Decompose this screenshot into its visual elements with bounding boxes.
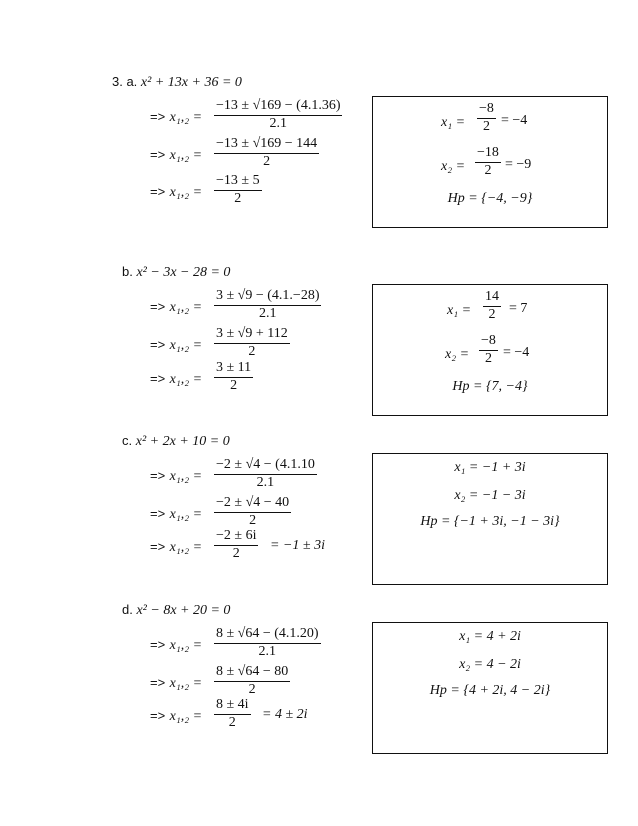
- problem-a-answer-box: [372, 96, 608, 228]
- fraction-numerator: −2 ± √4 − (4.1.10: [214, 457, 317, 475]
- step-arrow: =>: [150, 539, 166, 554]
- problem-a-step-2: [150, 146, 202, 164]
- problem-d-step-1: [150, 636, 202, 654]
- step-arrow: =>: [150, 371, 166, 386]
- fraction-denominator: 2: [230, 378, 238, 393]
- fraction-denominator: 2: [249, 513, 257, 528]
- problem-d-answer-box: [372, 622, 608, 754]
- step-lhs: x₁,₂ =: [169, 507, 203, 522]
- problem-b-step-2: [150, 336, 202, 354]
- problem-b-step-2-fraction: [214, 326, 290, 360]
- problem-c-step-2: [150, 505, 202, 523]
- fraction-denominator: 2: [248, 344, 256, 359]
- problem-c-step-2-fraction: [214, 495, 291, 529]
- step-lhs: x₁,₂ =: [169, 148, 203, 163]
- fraction-numerator: −13 ± √169 − 144: [214, 136, 319, 154]
- answer-x1-lhs: x₁ =: [447, 303, 472, 318]
- fraction-numerator: −8: [479, 333, 498, 351]
- answer-x2: [441, 157, 465, 175]
- fraction-numerator: −2 ± √4 − 40: [214, 495, 291, 513]
- fraction-numerator: −2 ± 6i: [214, 528, 258, 546]
- step-lhs: x₁,₂ =: [169, 110, 203, 125]
- step-lhs: x₁,₂ =: [169, 372, 203, 387]
- step-arrow: =>: [150, 109, 166, 124]
- problem-b-step-3: [150, 370, 202, 388]
- problem-b-answer-box: [372, 284, 608, 416]
- fraction-numerator: 8 ± √64 − 80: [214, 664, 290, 682]
- problem-c-step-3: [150, 538, 202, 556]
- step-lhs: x₁,₂ =: [169, 540, 203, 555]
- problem-a-label: 3. a.: [112, 74, 138, 89]
- fraction-numerator: 3 ± 11: [214, 360, 253, 378]
- problem-c-step-3-result: = −1 ± 3i: [270, 538, 325, 553]
- step-arrow: =>: [150, 637, 166, 652]
- answer-solution-set: Hp = {4 + 2i, 4 − 2i}: [429, 683, 551, 698]
- problem-c-step-3-fraction: [214, 528, 258, 562]
- problem-b-step-1: [150, 298, 202, 316]
- problem-c-equation: x² + 2x + 10 = 0: [135, 434, 230, 449]
- step-lhs: x₁,₂ =: [169, 638, 203, 653]
- problem-d-step-3-fraction: [214, 697, 251, 731]
- answer-x1: [447, 301, 471, 319]
- answer-x2-lhs: x₂ =: [441, 159, 466, 174]
- fraction-numerator: −13 ± √169 − (4.1.36): [214, 98, 342, 116]
- problem-b-step-3-fraction: [214, 360, 253, 394]
- problem-b-equation: x² − 3x − 28 = 0: [136, 265, 231, 280]
- answer-x2-rhs: = −9: [505, 157, 532, 172]
- problem-c-step-1-fraction: [214, 457, 317, 491]
- step-arrow: =>: [150, 708, 166, 723]
- fraction-denominator: 2: [484, 351, 492, 366]
- fraction-denominator: 2: [263, 154, 271, 169]
- fraction-denominator: 2: [228, 715, 236, 730]
- problem-d-label: d.: [122, 602, 133, 617]
- step-lhs: x₁,₂ =: [169, 185, 203, 200]
- problem-a-step-2-fraction: [214, 136, 319, 170]
- problem-a-header: [112, 74, 242, 91]
- problem-d-step-3-result: = 4 ± 2i: [262, 707, 308, 722]
- answer-solution-set: Hp = {−1 + 3i, −1 − 3i}: [420, 514, 560, 529]
- answer-solution-set: Hp = {−4, −9}: [447, 191, 533, 206]
- answer-x1-lhs: x₁ =: [441, 115, 466, 130]
- fraction-numerator: −8: [477, 101, 496, 119]
- fraction-denominator: 2: [248, 682, 256, 697]
- problem-c-answer-box: [372, 453, 608, 585]
- answer-x1-fraction: [477, 101, 496, 135]
- fraction-denominator: 2: [484, 163, 492, 178]
- step-lhs: x₁,₂ =: [169, 469, 203, 484]
- fraction-numerator: 8 ± 4i: [214, 697, 251, 715]
- answer-x2: x₂ = 4 − 2i: [459, 657, 521, 672]
- answer-x1: x₁ = −1 + 3i: [454, 460, 526, 475]
- answer-x1-rhs: = −4: [501, 113, 528, 128]
- fraction-numerator: −18: [475, 145, 501, 163]
- step-arrow: =>: [150, 337, 166, 352]
- problem-d-header: [122, 602, 230, 619]
- problem-a-step-3: [150, 183, 202, 201]
- fraction-denominator: 2: [234, 191, 242, 206]
- fraction-numerator: −13 ± 5: [214, 173, 262, 191]
- answer-x1: [441, 113, 465, 131]
- answer-x2: [445, 345, 469, 363]
- answer-x1-rhs: = 7: [509, 301, 528, 316]
- fraction-denominator: 2: [488, 307, 496, 322]
- problem-d-step-1-fraction: [214, 626, 321, 660]
- problem-a-step-1-fraction: [214, 98, 342, 132]
- answer-x2-lhs: x₂ =: [445, 347, 470, 362]
- problem-d-equation: x² − 8x + 20 = 0: [136, 603, 231, 618]
- fraction-denominator: 2.1: [256, 475, 275, 490]
- step-arrow: =>: [150, 506, 166, 521]
- problem-b-header: [122, 264, 230, 281]
- step-lhs: x₁,₂ =: [169, 338, 203, 353]
- problem-c-header: [122, 433, 230, 450]
- fraction-numerator: 3 ± √9 − (4.1.−28): [214, 288, 321, 306]
- problem-c-step-1: [150, 467, 202, 485]
- problem-a-step-3-fraction: [214, 173, 262, 207]
- problem-c-label: c.: [122, 433, 133, 448]
- fraction-denominator: 2.1: [258, 644, 277, 659]
- step-arrow: =>: [150, 184, 166, 199]
- answer-x2: x₂ = −1 − 3i: [454, 488, 526, 503]
- problem-d-step-3: [150, 707, 202, 725]
- answer-x2-fraction: [475, 145, 501, 179]
- fraction-denominator: 2: [232, 546, 240, 561]
- fraction-denominator: 2.1: [258, 306, 277, 321]
- fraction-numerator: 3 ± √9 + 112: [214, 326, 290, 344]
- problem-d-step-2-fraction: [214, 664, 290, 698]
- fraction-denominator: 2: [482, 119, 490, 134]
- fraction-numerator: 14: [483, 289, 501, 307]
- step-arrow: =>: [150, 468, 166, 483]
- problem-b-label: b.: [122, 264, 133, 279]
- answer-x2-rhs: = −4: [503, 345, 530, 360]
- step-arrow: =>: [150, 147, 166, 162]
- step-arrow: =>: [150, 675, 166, 690]
- step-lhs: x₁,₂ =: [169, 709, 203, 724]
- answer-x1-fraction: [483, 289, 501, 323]
- answer-x2-fraction: [479, 333, 498, 367]
- problem-a-equation: x² + 13x + 36 = 0: [140, 75, 242, 90]
- step-lhs: x₁,₂ =: [169, 300, 203, 315]
- step-lhs: x₁,₂ =: [169, 676, 203, 691]
- fraction-numerator: 8 ± √64 − (4.1.20): [214, 626, 321, 644]
- answer-x1: x₁ = 4 + 2i: [459, 629, 521, 644]
- step-arrow: =>: [150, 299, 166, 314]
- fraction-denominator: 2.1: [269, 116, 287, 131]
- answer-solution-set: Hp = {7, −4}: [452, 379, 528, 394]
- problem-a-step-1: [150, 108, 202, 126]
- problem-b-step-1-fraction: [214, 288, 321, 322]
- problem-d-step-2: [150, 674, 202, 692]
